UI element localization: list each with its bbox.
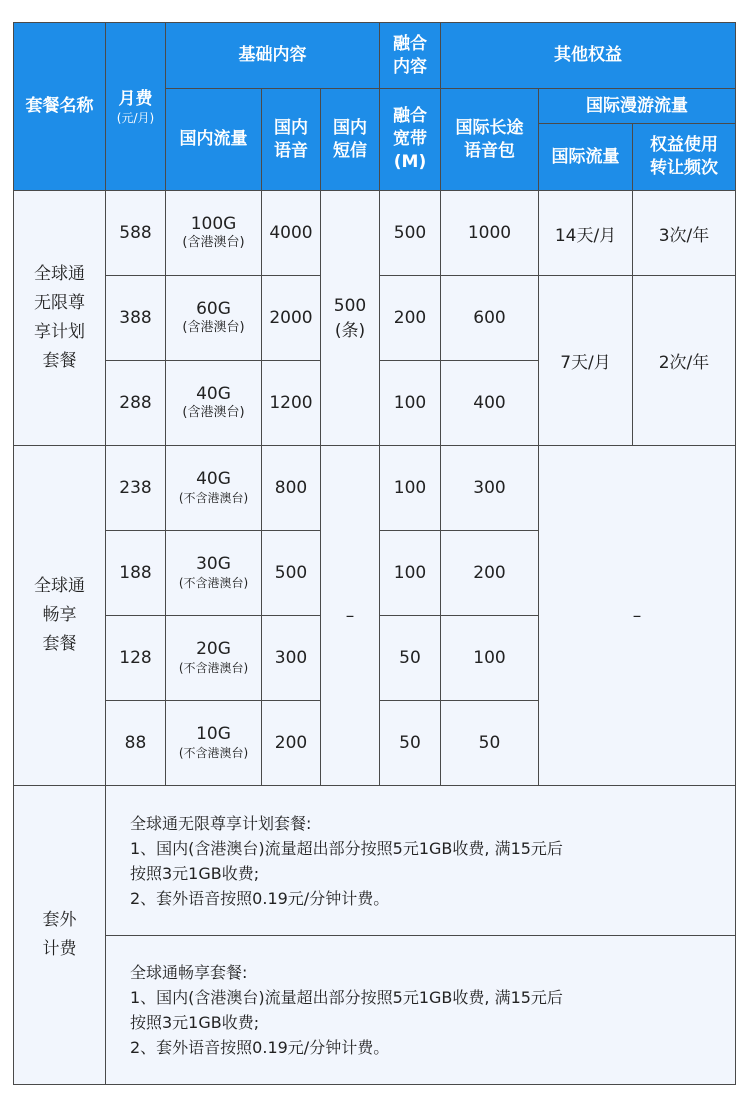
extra-charges-row-1 — [14, 786, 736, 936]
plan-name-line: 全球通 — [34, 264, 85, 284]
other-benefits-cell: – — [539, 446, 736, 786]
broadband-cell: 50 — [380, 701, 441, 786]
header-domestic-data: 国内流量 — [166, 89, 262, 191]
table-row — [14, 446, 736, 531]
broadband-cell: 500 — [380, 191, 441, 276]
note-line: 全球通畅享套餐: — [130, 963, 248, 982]
header-intl-data: 国际流量 — [539, 124, 633, 191]
data-cell — [166, 191, 262, 276]
data-amount: 30G — [196, 554, 231, 574]
header-broadband-line3: (M) — [393, 152, 427, 172]
note-line: 按照3元1GB收费; — [130, 863, 260, 883]
data-amount: 100G — [190, 214, 237, 234]
data-note: (含港澳台) — [182, 320, 245, 335]
header-intl-voice-pack — [441, 89, 539, 191]
data-cell — [166, 531, 262, 616]
data-note: (含港澳台) — [182, 235, 245, 250]
intl-voice-cell: 50 — [441, 701, 539, 786]
header-domestic-sms — [321, 89, 380, 191]
fee-cell: 238 — [106, 446, 166, 531]
intl-voice-cell: 300 — [441, 446, 539, 531]
header-intl-roaming: 国际漫游流量 — [539, 89, 736, 124]
intl-voice-cell: 400 — [441, 361, 539, 446]
plan-name-line: 套餐 — [42, 634, 77, 654]
plan-name-line: 无限尊 — [34, 293, 85, 313]
sms-amount: 500 — [333, 295, 367, 316]
header-intl-voice-pack-line2: 语音包 — [464, 140, 515, 161]
intl-voice-cell: 100 — [441, 616, 539, 701]
plan-name-line: 套餐 — [42, 351, 77, 371]
extra-charges-label — [14, 786, 106, 1085]
fee-cell: 128 — [106, 616, 166, 701]
header-domestic-voice-line2: 语音 — [274, 140, 308, 161]
note-line: 2、套外语音按照0.19元/分钟计费。 — [130, 888, 390, 908]
voice-cell: 200 — [262, 701, 321, 786]
note-line: 1、国内(含港澳台)流量超出部分按照5元1GB收费, 满15元后 — [130, 988, 563, 1007]
data-note: (不含港澳台) — [178, 746, 249, 760]
data-cell — [166, 276, 262, 361]
broadband-cell: 100 — [380, 531, 441, 616]
voice-cell: 4000 — [262, 191, 321, 276]
header-domestic-voice-line1: 国内 — [274, 117, 308, 138]
data-cell — [166, 701, 262, 786]
plan-name-global-unlimited — [14, 191, 106, 446]
extra-charges-label-line: 计费 — [42, 939, 77, 959]
plan-name-line: 全球通 — [34, 576, 85, 596]
plan-table-container — [13, 22, 736, 1085]
header-fusion-content — [380, 23, 441, 89]
extra-charges-label-line: 套外 — [42, 910, 77, 930]
voice-cell: 1200 — [262, 361, 321, 446]
intl-voice-cell: 1000 — [441, 191, 539, 276]
voice-cell: 300 — [262, 616, 321, 701]
note-line: 全球通无限尊享计划套餐: — [130, 813, 312, 833]
plan-name-line: 畅享 — [42, 605, 77, 625]
extra-charges-note-enjoy — [106, 936, 736, 1085]
header-row-1 — [14, 23, 736, 89]
fee-cell: 188 — [106, 531, 166, 616]
plan-name-line: 享计划 — [34, 322, 85, 342]
header-monthly-fee-unit: (元/月) — [116, 111, 155, 125]
header-transfer-freq-line1: 权益使用 — [650, 135, 718, 155]
table-row — [14, 191, 736, 276]
header-plan-name: 套餐名称 — [14, 23, 106, 191]
intl-voice-cell: 600 — [441, 276, 539, 361]
data-amount: 40G — [196, 469, 231, 489]
note-line: 2、套外语音按照0.19元/分钟计费。 — [130, 1038, 390, 1057]
broadband-cell: 100 — [380, 446, 441, 531]
data-note: (不含港澳台) — [178, 661, 249, 675]
data-amount: 10G — [196, 724, 231, 744]
header-monthly-fee — [106, 23, 166, 191]
header-monthly-fee-label: 月费 — [118, 89, 153, 109]
voice-cell: 2000 — [262, 276, 321, 361]
intl-data-cell: 14天/月 — [539, 191, 633, 276]
intl-data-cell: 7天/月 — [539, 276, 633, 446]
data-amount: 20G — [196, 639, 231, 659]
data-amount: 40G — [196, 384, 231, 404]
data-cell — [166, 446, 262, 531]
header-fusion-content-line1: 融合 — [393, 33, 427, 54]
note-line: 1、国内(含港澳台)流量超出部分按照5元1GB收费, 满15元后 — [130, 838, 563, 858]
broadband-cell: 200 — [380, 276, 441, 361]
fee-cell: 388 — [106, 276, 166, 361]
header-domestic-sms-line2: 短信 — [333, 140, 367, 161]
extra-charges-note-unlimited — [106, 786, 736, 936]
data-note: (不含港澳台) — [178, 491, 249, 505]
data-note: (含港澳台) — [182, 405, 245, 420]
header-broadband-line1: 融合 — [393, 106, 427, 126]
voice-cell: 800 — [262, 446, 321, 531]
transfer-cell: 3次/年 — [633, 191, 736, 276]
intl-voice-cell: 200 — [441, 531, 539, 616]
sms-cell — [321, 191, 380, 446]
voice-cell: 500 — [262, 531, 321, 616]
data-amount: 60G — [196, 299, 231, 319]
header-intl-voice-pack-line1: 国际长途 — [455, 117, 524, 138]
data-note: (不含港澳台) — [178, 576, 249, 590]
data-cell — [166, 361, 262, 446]
header-broadband — [380, 89, 441, 191]
header-domestic-sms-line1: 国内 — [333, 117, 367, 138]
fee-cell: 288 — [106, 361, 166, 446]
sms-cell: – — [321, 446, 380, 786]
broadband-cell: 50 — [380, 616, 441, 701]
header-transfer-freq-line2: 转让频次 — [650, 158, 718, 178]
broadband-cell: 100 — [380, 361, 441, 446]
fee-cell: 88 — [106, 701, 166, 786]
header-basic-content: 基础内容 — [166, 23, 380, 89]
plan-comparison-table — [13, 22, 736, 1085]
transfer-cell: 2次/年 — [633, 276, 736, 446]
extra-charges-row-2 — [14, 936, 736, 1085]
header-fusion-content-line2: 内容 — [393, 56, 427, 77]
header-transfer-freq — [633, 124, 736, 191]
plan-name-global-enjoy — [14, 446, 106, 786]
header-other-benefits: 其他权益 — [441, 23, 736, 89]
header-domestic-voice — [262, 89, 321, 191]
data-cell — [166, 616, 262, 701]
note-line: 按照3元1GB收费; — [130, 1013, 260, 1032]
header-broadband-line2: 宽带 — [393, 129, 427, 149]
sms-unit: (条) — [334, 320, 366, 341]
fee-cell: 588 — [106, 191, 166, 276]
